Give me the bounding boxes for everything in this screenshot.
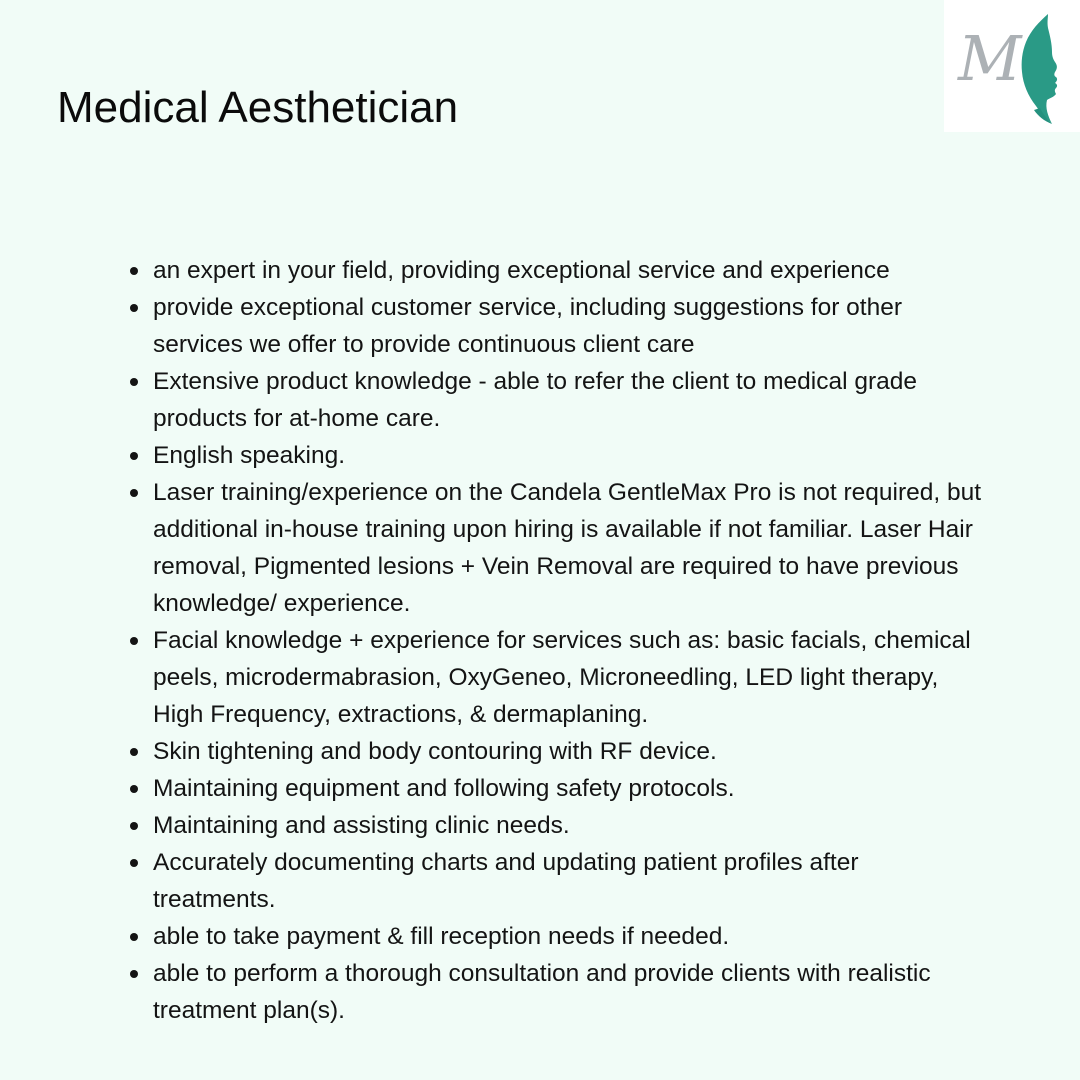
- list-item-text: English speaking.: [153, 442, 346, 469]
- bullet-dot-icon: [130, 267, 138, 275]
- bullet-dot-icon: [130, 637, 138, 645]
- list-item-text: Laser training/experience on the Candela GentleMax Pro is not required, but additional in-house training upon hiring is available if not familiar. Laser Hair removal, Pigmented lesions + Vein Removal are required to have previous knowledge/ experience.: [153, 479, 982, 617]
- list-item-text: Accurately documenting charts and updating patient profiles after treatments.: [153, 849, 859, 913]
- page-title: Medical Aesthetician: [57, 83, 459, 132]
- bullet-dot-icon: [130, 489, 138, 497]
- list-item-text: Skin tightening and body contouring with RF device.: [153, 738, 717, 765]
- list-item: [153, 955, 983, 1029]
- bullet-dot-icon: [130, 378, 138, 386]
- requirements-list: [153, 252, 983, 1029]
- list-item-text: provide exceptional customer service, including suggestions for other services we offer to provide continuous client care: [153, 294, 903, 358]
- list-item-text: able to perform a thorough consultation and provide clients with realistic treatment plan(s).: [153, 960, 931, 1024]
- logo-letter: M: [958, 22, 1022, 95]
- bullet-dot-icon: [130, 822, 138, 830]
- list-item: [153, 363, 983, 437]
- list-item-text: Maintaining equipment and following safety protocols.: [153, 775, 735, 802]
- list-item: [153, 770, 983, 807]
- bullet-dot-icon: [130, 304, 138, 312]
- list-item-text: Maintaining and assisting clinic needs.: [153, 812, 570, 839]
- list-item: [153, 474, 983, 622]
- list-item: [153, 918, 983, 955]
- bullet-dot-icon: [130, 452, 138, 460]
- list-item: [153, 807, 983, 844]
- woman-profile-icon: [944, 0, 1080, 132]
- list-item: [153, 437, 983, 474]
- list-item: [153, 844, 983, 918]
- brand-logo: [944, 0, 1080, 132]
- list-item: [153, 733, 983, 770]
- list-item-text: an expert in your field, providing exceptional service and experience: [153, 257, 890, 284]
- list-item-text: Facial knowledge + experience for services such as: basic facials, chemical peels, microdermabrasion, OxyGeneo, Microneedling, LED light therapy, High Frequency, extractions, & dermaplaning.: [153, 627, 971, 728]
- list-item: [153, 252, 983, 289]
- list-item: [153, 622, 983, 733]
- bullet-dot-icon: [130, 748, 138, 756]
- bullet-dot-icon: [130, 970, 138, 978]
- list-item: [153, 289, 983, 363]
- bullet-dot-icon: [130, 859, 138, 867]
- list-item-text: Extensive product knowledge - able to refer the client to medical grade products for at-home care.: [153, 368, 918, 432]
- list-item-text: able to take payment & fill reception needs if needed.: [153, 923, 730, 950]
- bullet-dot-icon: [130, 785, 138, 793]
- bullet-dot-icon: [130, 933, 138, 941]
